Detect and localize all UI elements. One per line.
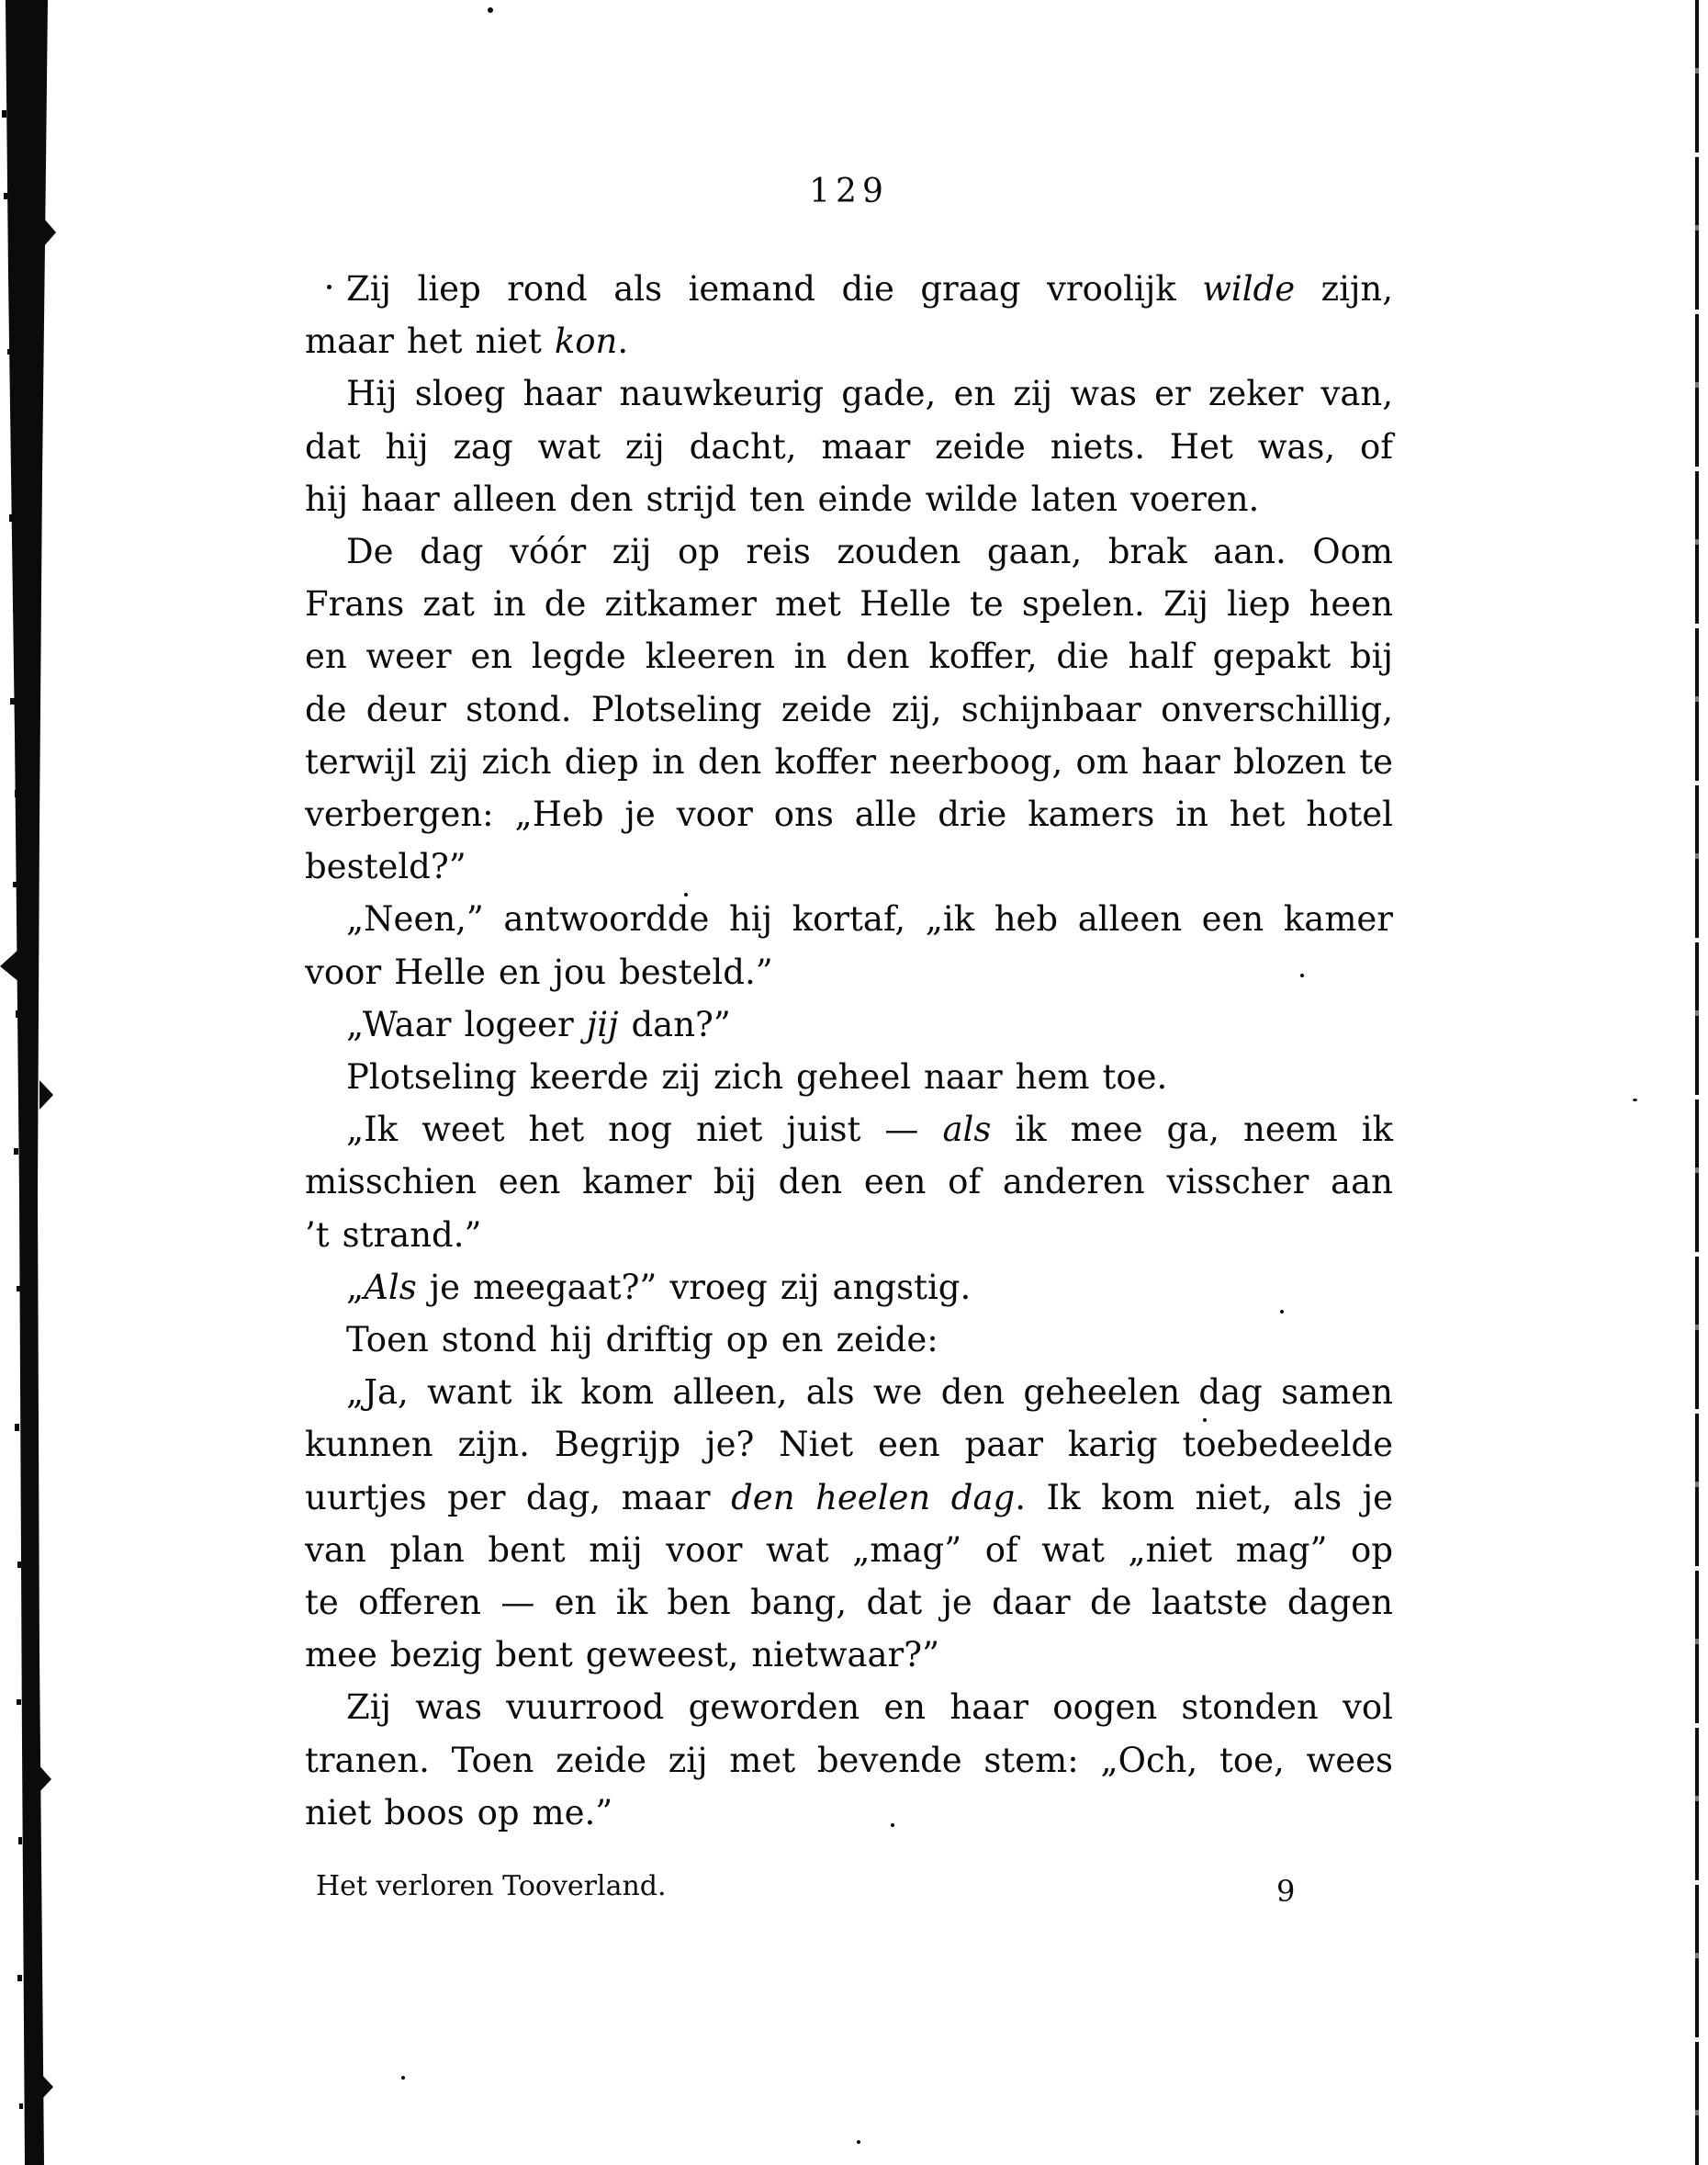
- text-line: voor Helle en jou besteld.”: [305, 952, 773, 992]
- text-line: de deur stond. Plotseling zeide zij, schijnbaar onverschillig,: [305, 689, 1393, 729]
- text-line: misschien een kamer bij den een of anderen visscher aan: [305, 1162, 1393, 1202]
- text-line: niet boos op me.”: [305, 1792, 613, 1832]
- text-line: verbergen: „Heb je voor ons alle drie kamers in het hotel: [305, 795, 1393, 835]
- body-text: [305, 263, 1393, 1839]
- text-line: „Ja, want ik kom alleen, als we den geheelen dag samen: [346, 1372, 1393, 1413]
- text-line: „Ik weet het nog niet juist — als ik mee ga, neem ik: [346, 1110, 1393, 1150]
- text-line: Plotseling keerde zij zich geheel naar hem toe.: [346, 1057, 1168, 1098]
- text-line: maar het niet kon.: [305, 321, 629, 362]
- ink-speck: [1633, 1099, 1637, 1101]
- page-number: 129: [809, 173, 889, 210]
- text-line: Zij liep rond als iemand die graag vroolijk wilde zijn,: [346, 269, 1394, 309]
- text-line: hij haar alleen den strijd ten einde wilde laten voeren.: [305, 479, 1260, 519]
- text-line: Toen stond hij driftig op en zeide:: [346, 1320, 938, 1360]
- page-footer: [305, 1870, 1393, 1916]
- text-line: „Als je meegaat?” vroeg zij angstig.: [346, 1267, 972, 1307]
- text-line: De dag vóór zij op reis zouden gaan, brak aan. Oom: [346, 532, 1393, 572]
- ink-speck: [857, 2140, 860, 2144]
- text-line: dat hij zag wat zij dacht, maar zeide niets. Het was, of: [305, 426, 1393, 467]
- text-line: terwijl zij zich diep in den koffer neerboog, om haar blozen te: [305, 741, 1393, 782]
- text-line: kunnen zijn. Begrijp je? Niet een paar karig toebedeelde: [305, 1425, 1393, 1465]
- text-line: Frans zat in de zitkamer met Helle te spelen. Zij liep heen: [305, 584, 1393, 625]
- text-line: besteld?”: [305, 847, 466, 887]
- text-line: Hij sloeg haar nauwkeurig gade, en zij was er zeker van,: [346, 374, 1393, 414]
- text-line: Zij was vuurrood geworden en haar oogen stonden vol: [346, 1687, 1393, 1728]
- running-title: Het verloren Tooverland.: [316, 1870, 667, 1902]
- text-line: „Waar logeer jij dan?”: [346, 1004, 731, 1044]
- text-line: uurtjes per dag, maar den heelen dag. Ik kom niet, als je: [305, 1477, 1393, 1517]
- text-line: tranen. Toen zeide zij met bevende stem: „Och, toe, wees: [305, 1740, 1393, 1780]
- page-edge-line-artifact: [1695, 0, 1699, 2165]
- ink-speck: [488, 7, 493, 13]
- signature-number: 9: [1276, 1874, 1296, 1909]
- text-line: ’t strand.”: [305, 1214, 482, 1255]
- gutter-shadow-artifact: [0, 0, 83, 2165]
- text-line: en weer en legde kleeren in den koffer, die half gepakt bij: [305, 637, 1393, 677]
- text-line: mee bezig bent geweest, nietwaar?”: [305, 1635, 939, 1675]
- ink-speck: [401, 2076, 405, 2080]
- text-line: „Neen,” antwoordde hij kortaf, „ik heb alleen een kamer: [346, 899, 1393, 940]
- text-line: te offeren — en ik ben bang, dat je daar de laatste dagen: [305, 1583, 1393, 1623]
- text-line: van plan bent mij voor wat „mag” of wat „niet mag” op: [305, 1529, 1393, 1570]
